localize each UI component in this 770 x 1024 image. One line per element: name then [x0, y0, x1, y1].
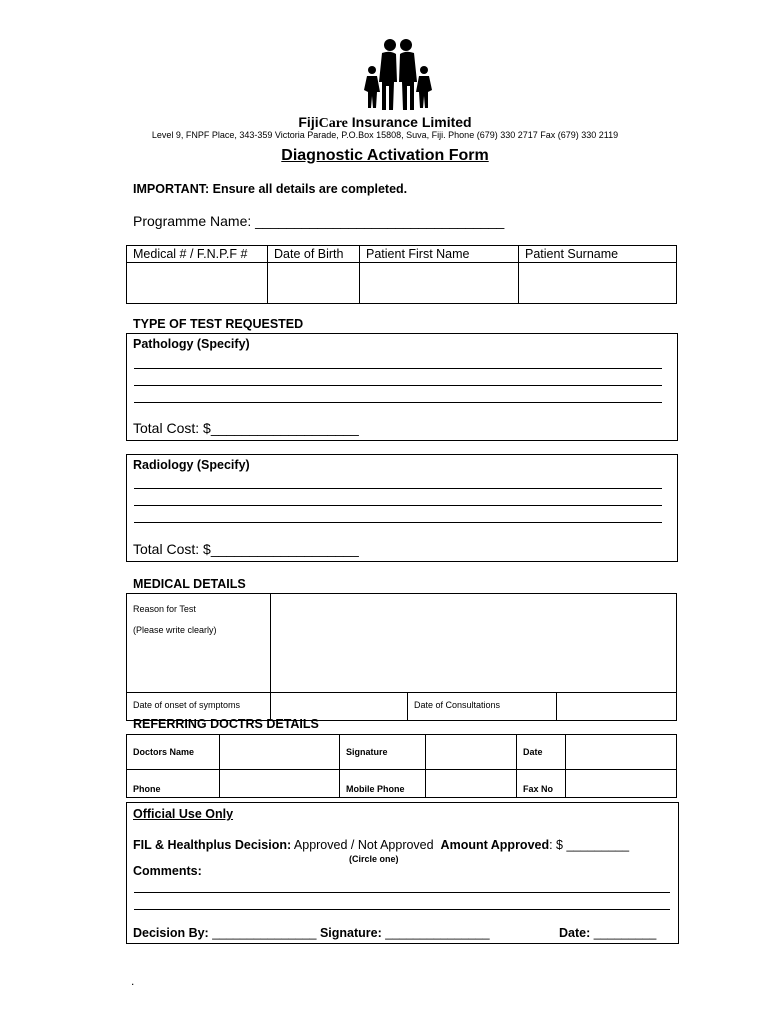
radiology-line-1[interactable] [134, 488, 662, 489]
consult-field[interactable] [557, 693, 677, 721]
phone-field[interactable] [220, 770, 340, 798]
fax-field[interactable] [566, 770, 677, 798]
company-address: Level 9, FNPF Place, 343-359 Victoria Parade, P.O.Box 15808, Suva, Fiji. Phone (679) 330 2717 Fax (679) 330 2119 [151, 130, 619, 140]
company-name: FijiCare Insurance Limited [298, 114, 472, 131]
medical-number-header: Medical # / F.N.P.F # [127, 246, 268, 263]
reason-label-cell [127, 594, 271, 693]
mobile-field[interactable] [426, 770, 517, 798]
signature-field[interactable] [426, 735, 517, 770]
important-note: IMPORTANT: Ensure all details are completed. [133, 182, 408, 196]
dob-field[interactable] [268, 263, 360, 304]
official-title: Official Use Only [133, 807, 234, 821]
official-date-field[interactable]: _________ [590, 926, 657, 940]
pathology-label: Pathology (Specify) [133, 337, 250, 351]
radiology-box [126, 454, 678, 562]
radiology-total-cost[interactable]: Total Cost: $___________________ [133, 541, 359, 557]
amount-label: Amount Approved [440, 838, 550, 852]
comments-line-1[interactable] [134, 892, 670, 893]
form-title: Diagnostic Activation Form [281, 147, 489, 164]
pathology-total-cost[interactable]: Total Cost: $___________________ [133, 420, 359, 436]
first-name-field[interactable] [360, 263, 519, 304]
fax-label: Fax No [517, 770, 566, 798]
official-use-box [126, 802, 679, 944]
surname-field[interactable] [519, 263, 677, 304]
official-signature-label: Signature: [319, 926, 382, 940]
pathology-line-2[interactable] [134, 385, 662, 386]
radiology-label: Radiology (Specify) [133, 458, 250, 472]
phone-label: Phone [127, 770, 220, 798]
amount-field[interactable]: : $ _________ [549, 838, 630, 852]
decision-row [133, 838, 629, 852]
signature-label: Signature [340, 735, 426, 770]
consult-label: Date of Consultations [408, 693, 557, 721]
reason-field[interactable] [271, 594, 677, 693]
radiology-line-3[interactable] [134, 522, 662, 523]
date-field[interactable] [566, 735, 677, 770]
radiology-line-2[interactable] [134, 505, 662, 506]
official-signature-field[interactable]: _______________ [381, 926, 490, 940]
comments-line-2[interactable] [134, 909, 670, 910]
footer-mark: . [131, 974, 135, 988]
programme-name-field[interactable]: Programme Name: ________________________________ [133, 213, 505, 229]
reason-label: Reason for Test [133, 604, 196, 614]
onset-label: Date of onset of symptoms [127, 693, 271, 721]
official-date-row [559, 926, 656, 940]
official-date-label: Date: [559, 926, 591, 940]
doctors-name-label: Doctors Name [127, 735, 220, 770]
mobile-label: Mobile Phone [340, 770, 426, 798]
reason-note: (Please write clearly) [133, 625, 217, 635]
comments-label: Comments: [133, 864, 202, 878]
medical-number-field[interactable] [127, 263, 268, 304]
decision-by-field[interactable]: _______________ [208, 926, 320, 940]
first-name-header: Patient First Name [360, 246, 519, 263]
medical-details-title: MEDICAL DETAILS [133, 577, 246, 591]
test-requested-title: TYPE OF TEST REQUESTED [133, 317, 304, 331]
decision-by-row [133, 926, 490, 940]
family-logo-icon [362, 38, 434, 112]
pathology-box [126, 333, 678, 441]
pathology-line-3[interactable] [134, 402, 662, 403]
referring-title: REFERRING DOCTRS DETAILS [133, 717, 319, 731]
decision-label: FIL & Healthplus Decision: [133, 838, 292, 852]
dob-header: Date of Birth [268, 246, 360, 263]
pathology-line-1[interactable] [134, 368, 662, 369]
circle-one-note: (Circle one) [349, 854, 399, 864]
doctors-name-field[interactable] [220, 735, 340, 770]
decision-by-label: Decision By: [133, 926, 209, 940]
patient-details-table [126, 245, 677, 304]
date-label: Date [517, 735, 566, 770]
surname-header: Patient Surname [519, 246, 677, 263]
decision-options[interactable]: Approved / Not Approved [291, 838, 438, 852]
referring-table [126, 734, 677, 798]
medical-details-table [126, 593, 677, 721]
